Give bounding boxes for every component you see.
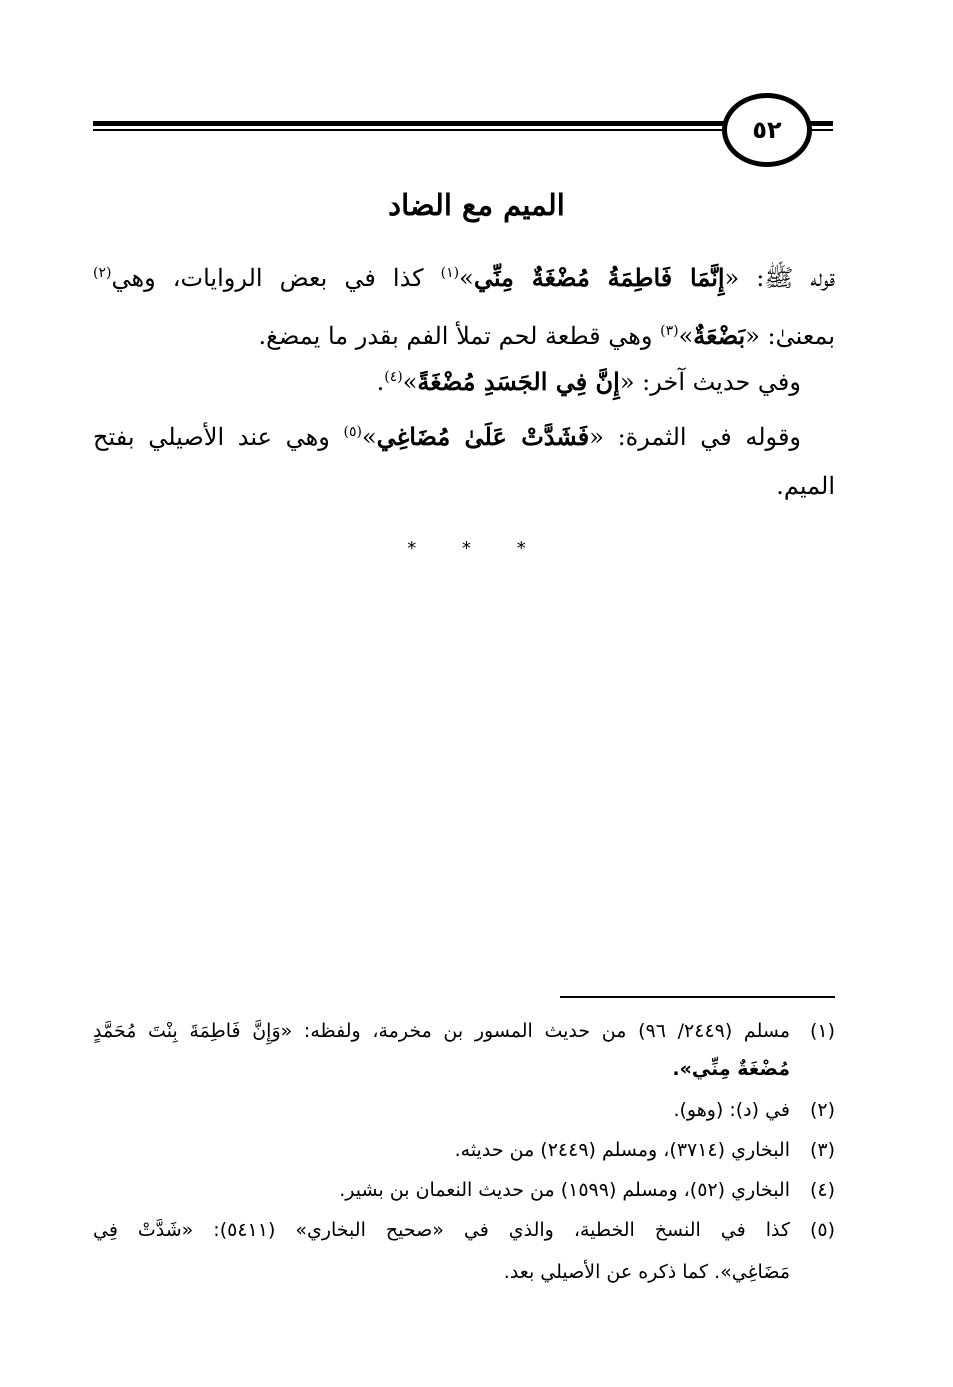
section-separator: * * * [407, 538, 546, 559]
footnote-1-line-2: مُضْغَةٌ مِنِّي». [672, 1058, 790, 1080]
paragraph-1-line-2: بمعنىٰ: «بَضْعَةٌ»$^{(٣)}$ وهي قطعة لحم تملأ الفم بقدر ما يمضغ. [258, 321, 835, 350]
footnote-ref: (٤) [384, 369, 403, 385]
hadith-quote: إِنَّمَا فَاطِمَةُ مُضْغَةٌ مِنِّي [473, 263, 725, 292]
section-title: الميم مع الضاد [388, 188, 565, 222]
footnote-3: (٣) البخاري (٣٧١٤)، ومسلم (٢٤٤٩) من حديثه. [455, 1133, 790, 1167]
footnote-number: (٣) [809, 1139, 835, 1161]
page-number [722, 93, 812, 167]
footnote-1-line-1: (١) مسلم (٢٤٤٩/ ٩٦) من حديث المسور بن مخرمة، ولفظه: «وَإِنَّ فَاطِمَةَ بِنْتَ مُحَمَّدٍ [93, 1014, 790, 1048]
footnote-number: (١) [809, 1020, 835, 1042]
footnote-ref: (٢) [93, 265, 112, 281]
footnote-ref: (١) [440, 265, 460, 281]
paragraph-3-line-1: وقوله في الثمرة: «فَشَدَّتْ عَلَىٰ مُضَاغِي»$^{(٥)}$ وهي عند الأصيلي بفتح [93, 422, 802, 451]
paragraph-2: وفي حديث آخر: «إِنَّ فِي الجَسَدِ مُضْغَةً»$^{(٤)}$. [376, 367, 801, 396]
footnote-5-line-1: (٥) كذا في النسخ الخطية، والذي في «صحيح البخاري» (٥٤١١): «شَدَّتْ فِي [93, 1213, 790, 1247]
footnote-number: (٤) [809, 1179, 835, 1201]
footnote-5-line-2: مَضَاغِي». كما ذكره عن الأصيلي بعد. [503, 1261, 790, 1283]
footnote-ref: (٥) [343, 424, 362, 440]
footnote-2: (٢) في (د): (وهو). [673, 1093, 790, 1127]
paragraph-1-line-1: قوله ﷺ: «إِنَّمَا فَاطِمَةُ مُضْغَةٌ مِنِّي»$^{(١)}$ كذا في بعض الروايات، وهي$^{(٢)}$ [93, 263, 835, 292]
footnote-number: (٢) [809, 1099, 835, 1121]
footnote-rule [560, 996, 835, 998]
hadith-quote: فَشَدَّتْ عَلَىٰ مُضَاغِي [376, 422, 590, 451]
hadith-quote: بَضْعَةٌ [693, 321, 746, 350]
footnote-ref: (٣) [660, 323, 679, 339]
footnote-4: (٤) البخاري (٥٢)، ومسلم (١٥٩٩) من حديث النعمان بن بشير. [339, 1173, 790, 1207]
paragraph-3-line-2: الميم. [776, 472, 835, 500]
footnote-number: (٥) [809, 1219, 835, 1241]
page-number-text: ٥٢ [752, 116, 782, 144]
hadith-quote: إِنَّ فِي الجَسَدِ مُضْغَةً [417, 367, 620, 396]
